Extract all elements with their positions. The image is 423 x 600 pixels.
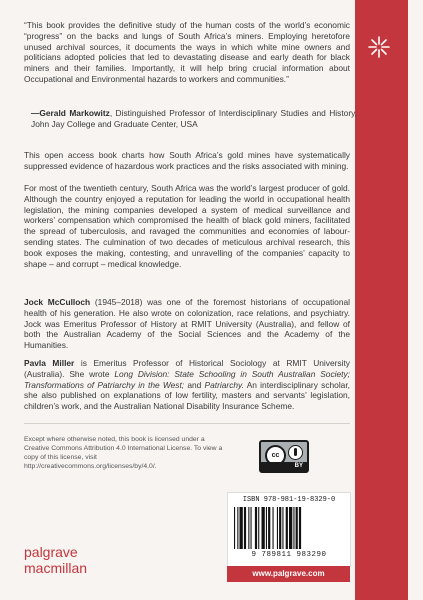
author2-name: Pavla Miller bbox=[24, 358, 75, 368]
publisher-logo-line-2: macmillan bbox=[24, 560, 88, 576]
author-bio-1 bbox=[24, 297, 350, 351]
isbn-barcode bbox=[227, 492, 351, 567]
palgrave-logo-icon bbox=[366, 34, 392, 60]
isbn-digits: 9 789811 983290 bbox=[251, 551, 327, 559]
description-text-2: For most of the twentieth century, South Africa was the world’s largest producer of gold. Although the country enjoyed a reputation for leading the world in occupational health legislation, the mining companies developed a system of medical surveillance and workers’ compensation which compromised the health of black gold miners, facilitated the spread of tuberculosis, and ravaged the communities and economies of labour-sending states. The culmination of two decades of meticulous archival research, this book exposes the making, contesting, and unravelling of the companies’ capacity to shape – and corrupt – medical knowledge. bbox=[24, 183, 350, 269]
description-paragraph-1 bbox=[24, 150, 350, 172]
quote-text: “This book provides the definitive study of the human costs of the world’s economic “progress” on the backs and lungs of South Africa’s miners. Employing heretofore unused archival sources, it documents the ways in which white mine owners and politicians adopted policies that led to devastating disease and early death for black miners and their families. Importantly, it will help bring crucial information about Occupational and Environmental hazards to workers and communities.” bbox=[24, 20, 350, 84]
creative-commons-icon bbox=[259, 440, 309, 473]
author2-book-2: Patriarchy. bbox=[204, 379, 244, 390]
author2-bio-b: and bbox=[184, 379, 205, 390]
isbn-label: ISBN 978-981-19-8329-0 bbox=[242, 496, 336, 504]
description-paragraph-2 bbox=[24, 183, 350, 269]
publisher-url[interactable]: www.palgrave.com bbox=[227, 566, 350, 582]
attribution-name: —Gerald Markowitz bbox=[31, 108, 110, 118]
license-text: Except where otherwise noted, this book is licensed under a Creative Commons Attribution 4.0 International License. To view a copy of this license, visit http://creativecommons.org/licenses/by/4.0/. bbox=[24, 436, 223, 470]
author1-name: Jock McCulloch bbox=[24, 297, 91, 307]
quote-attribution bbox=[24, 108, 357, 130]
cc-by-label: BY bbox=[261, 462, 307, 471]
author2-bio-c: An interdisciplinary scholar, she also published on explanations of low fertility, masters and servants’ legislation, children’s work, and the Australian National Disability Insurance Scheme. bbox=[24, 379, 350, 412]
author-bio-2 bbox=[24, 358, 350, 412]
attribution-details: , Distinguished Professor of Interdisciplinary Studies and History, John Jay College and Graduate Center, USA bbox=[31, 108, 357, 129]
barcode bbox=[234, 507, 344, 549]
spine-strip bbox=[355, 0, 408, 600]
endorsement-quote bbox=[24, 20, 350, 85]
cc-logo: cc bbox=[265, 445, 286, 466]
author2-book-1: Long Division: State Schooling in South Australian Society; Transformations of Patriarchy in the West; bbox=[24, 368, 350, 390]
publisher-logo-line-1: palgrave bbox=[24, 544, 78, 560]
author2-bio-a: is Emeritus Professor of Historical Sociology at RMIT University (Australia). She wrote bbox=[24, 358, 350, 379]
attribution-person-icon bbox=[288, 445, 303, 460]
description-text-1: This open access book charts how South Africa’s gold mines have systematically suppressed evidence of hazardous work practices and the risks associated with mining. bbox=[24, 150, 350, 171]
divider bbox=[24, 423, 350, 424]
author1-bio-text: (1945–2018) was one of the foremost historians of occupational health of his generation. He also wrote on colonization, race relations, and psychiatry. Jock was Emeritus Professor of History at RMIT University (Australia), and fellow of both the Australian Academy of the Social Sciences and the Academy of the Humanities. bbox=[24, 297, 350, 351]
